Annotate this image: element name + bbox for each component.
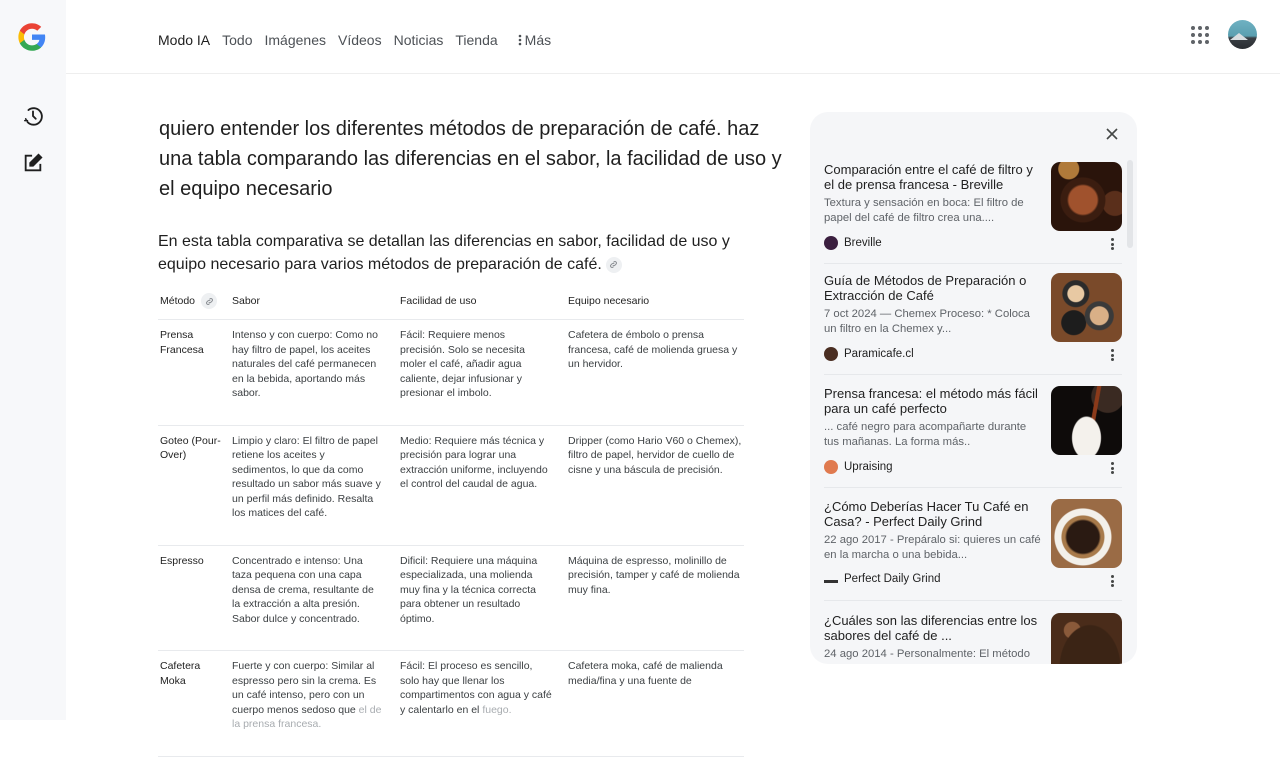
link-icon[interactable]: [201, 293, 217, 309]
table-header-row: [158, 287, 744, 320]
coffee-cup-top-thumbnail[interactable]: [1051, 499, 1122, 568]
source-name: Perfect Daily Grind: [844, 573, 941, 585]
cell-sabor: [230, 651, 398, 757]
cell-equipo: Cafetera moka, café de malienda media/fina y una fuente de: [566, 651, 744, 757]
cell-sabor: Concentrado e intenso: Una taza pequena con una capa densa de crema, resultante de la extracción a alta presión. Sabor dulce y concentrado.: [230, 545, 398, 651]
close-icon[interactable]: [1104, 126, 1120, 142]
answer-intro: [158, 230, 758, 276]
table-row: [158, 425, 744, 545]
user-query: quiero entender los diferentes métodos de preparación de café. haz una tabla comparando las diferencias en el sabor, la facilidad de uso y el equipo necesario: [159, 118, 782, 200]
divider: [824, 487, 1122, 488]
divider: [824, 263, 1122, 264]
latte-cups-thumbnail[interactable]: [1051, 273, 1122, 342]
upraising-favicon: [824, 460, 838, 474]
apps-grid-icon[interactable]: [1191, 26, 1209, 44]
perfect-daily-grind-favicon: [824, 575, 838, 583]
source-snippet: 7 oct 2024 — Chemex Proceso: * Coloca un filtro en la Chemex y...: [824, 308, 1030, 335]
source-name: Upraising: [844, 461, 893, 473]
coffee-beans-bowls-thumbnail[interactable]: [1051, 162, 1122, 231]
cell-metodo: Prensa Francesa: [158, 320, 230, 426]
more-options-icon[interactable]: [1110, 238, 1114, 250]
cell-facilidad: [398, 651, 566, 757]
cell-equipo: Cafetera de émbolo o prensa francesa, café de molienda gruesa y un hervidor.: [566, 320, 744, 426]
source-title[interactable]: Comparación entre el café de filtro y el de prensa francesa - Breville: [824, 162, 1033, 192]
header-facilidad: Facilidad de uso: [398, 287, 566, 320]
tab-imagenes[interactable]: Imágenes: [264, 32, 326, 48]
source-snippet: 22 ago 2017 - Prepáralo si: quieres un café en la marcha o una bebida...: [824, 534, 1041, 561]
cell-equipo: Máquina de espresso, molinillo de precisión, tamper y café de molienda muy fina.: [566, 545, 744, 651]
table-row: [158, 545, 744, 651]
tab-modo-ia[interactable]: Modo IA: [158, 32, 211, 48]
left-rail: [0, 0, 66, 720]
pouring-coffee-thumbnail[interactable]: [1051, 386, 1122, 455]
source-snippet: ... café negro para acompañarte durante tus mañanas. La forma más..: [824, 421, 1027, 448]
paramicafe-favicon: [824, 347, 838, 361]
source-name: Paramicafe.cl: [844, 348, 914, 360]
source-site: [824, 347, 914, 361]
source-snippet: Textura y sensación en boca: El filtro de papel del café de filtro crea una....: [824, 197, 1024, 224]
tab-noticias[interactable]: Noticias: [393, 32, 444, 48]
source-title[interactable]: ¿Cuáles son las diferencias entre los sabores del café de ...: [824, 613, 1038, 643]
cell-sabor: Intenso y con cuerpo: Como no hay filtro de papel, los aceites naturales del café permanecen en la bebida, aportando más sabor.: [230, 320, 398, 426]
source-snippet: 24 ago 2014 - Personalmente: El método: [824, 648, 1030, 660]
source-title[interactable]: Guía de Métodos de Preparación o Extracción de Café: [824, 273, 1027, 303]
sources-panel: [810, 112, 1137, 664]
table-row: [158, 320, 744, 426]
source-site: [824, 236, 882, 250]
cell-sabor: Limpio y claro: El filtro de papel retiene los aceites y sedimentos, lo que da como resultado un sabor más suave y un perfil más definido. Resalta los matices del café.: [230, 425, 398, 545]
source-name: Breville: [844, 237, 882, 249]
cell-sabor-faded-text: el de la prensa francesa.: [232, 703, 382, 730]
google-logo[interactable]: [17, 22, 47, 52]
source-site: [824, 460, 893, 474]
divider: [824, 374, 1122, 375]
divider: [824, 600, 1122, 601]
tab-todo[interactable]: Todo: [222, 32, 253, 48]
new-chat-icon[interactable]: [20, 150, 46, 176]
header-equipo: Equipo necesario: [566, 287, 744, 320]
comparison-table: [158, 287, 744, 757]
cell-facilidad: Medio: Requiere más técnica y precisión para lograr una extracción uniforme, incluyendo el control del caudal de agua.: [398, 425, 566, 545]
history-icon[interactable]: [20, 103, 46, 129]
tab-more[interactable]: [518, 32, 551, 48]
source-title[interactable]: Prensa francesa: el método más fácil para un café perfecto: [824, 386, 1038, 416]
cell-facilidad: Fácil: Requiere menos precisión. Solo se necesita moler el café, añadir agua caliente, dejar infusionar y presionar el imbolo.: [398, 320, 566, 426]
header-sabor: Sabor: [230, 287, 398, 320]
cell-facilidad-text: Fácil: El proceso es sencillo, solo hay que llenar los compartimentos con agua y café y calentarlo en el: [400, 660, 552, 716]
source-site: [824, 573, 941, 585]
cell-metodo: Goteo (Pour-Over): [158, 425, 230, 545]
header-metodo: [158, 287, 230, 320]
cell-sabor-text: Fuerte y con cuerpo: Similar al espresso pero sin la crema. Es un café intenso, pero con un cuerpo menos sedoso que: [232, 660, 377, 716]
link-icon[interactable]: [606, 257, 622, 273]
more-vert-icon: [518, 34, 522, 46]
cell-facilidad: Dificil: Requiere una máquina especializada, una molienda muy fina y la técnica correcta para obtener un resultado óptimo.: [398, 545, 566, 651]
tab-tienda[interactable]: Tienda: [455, 32, 498, 48]
search-tabs: [158, 32, 563, 48]
header-metodo-label: Método: [160, 294, 196, 307]
cell-metodo: Cafetera Moka: [158, 651, 230, 757]
more-options-icon[interactable]: [1110, 462, 1114, 474]
coffee-beans-scoop-thumbnail[interactable]: [1051, 613, 1122, 664]
breville-favicon: [824, 236, 838, 250]
more-label: Más: [524, 32, 552, 48]
more-options-icon[interactable]: [1110, 349, 1114, 361]
avatar[interactable]: [1228, 20, 1257, 49]
panel-scrollbar[interactable]: [1127, 160, 1133, 248]
answer-intro-text: En esta tabla comparativa se detallan las diferencias en sabor, facilidad de uso y equipo necesario para varios métodos de preparación de café.: [158, 233, 730, 273]
cell-equipo: Dripper (como Hario V60 o Chemex), filtro de papel, hervidor de cuello de cisne y una báscula de precisión.: [566, 425, 744, 545]
table-row: [158, 651, 744, 757]
cell-facilidad-faded-text: fuego.: [482, 703, 512, 716]
tab-videos[interactable]: Vídeos: [337, 32, 382, 48]
top-bar: [66, 0, 1280, 74]
source-title[interactable]: ¿Cómo Deberías Hacer Tu Café en Casa? - Perfect Daily Grind: [824, 499, 1029, 529]
cell-metodo: Espresso: [158, 545, 230, 651]
more-options-icon[interactable]: [1110, 575, 1114, 587]
